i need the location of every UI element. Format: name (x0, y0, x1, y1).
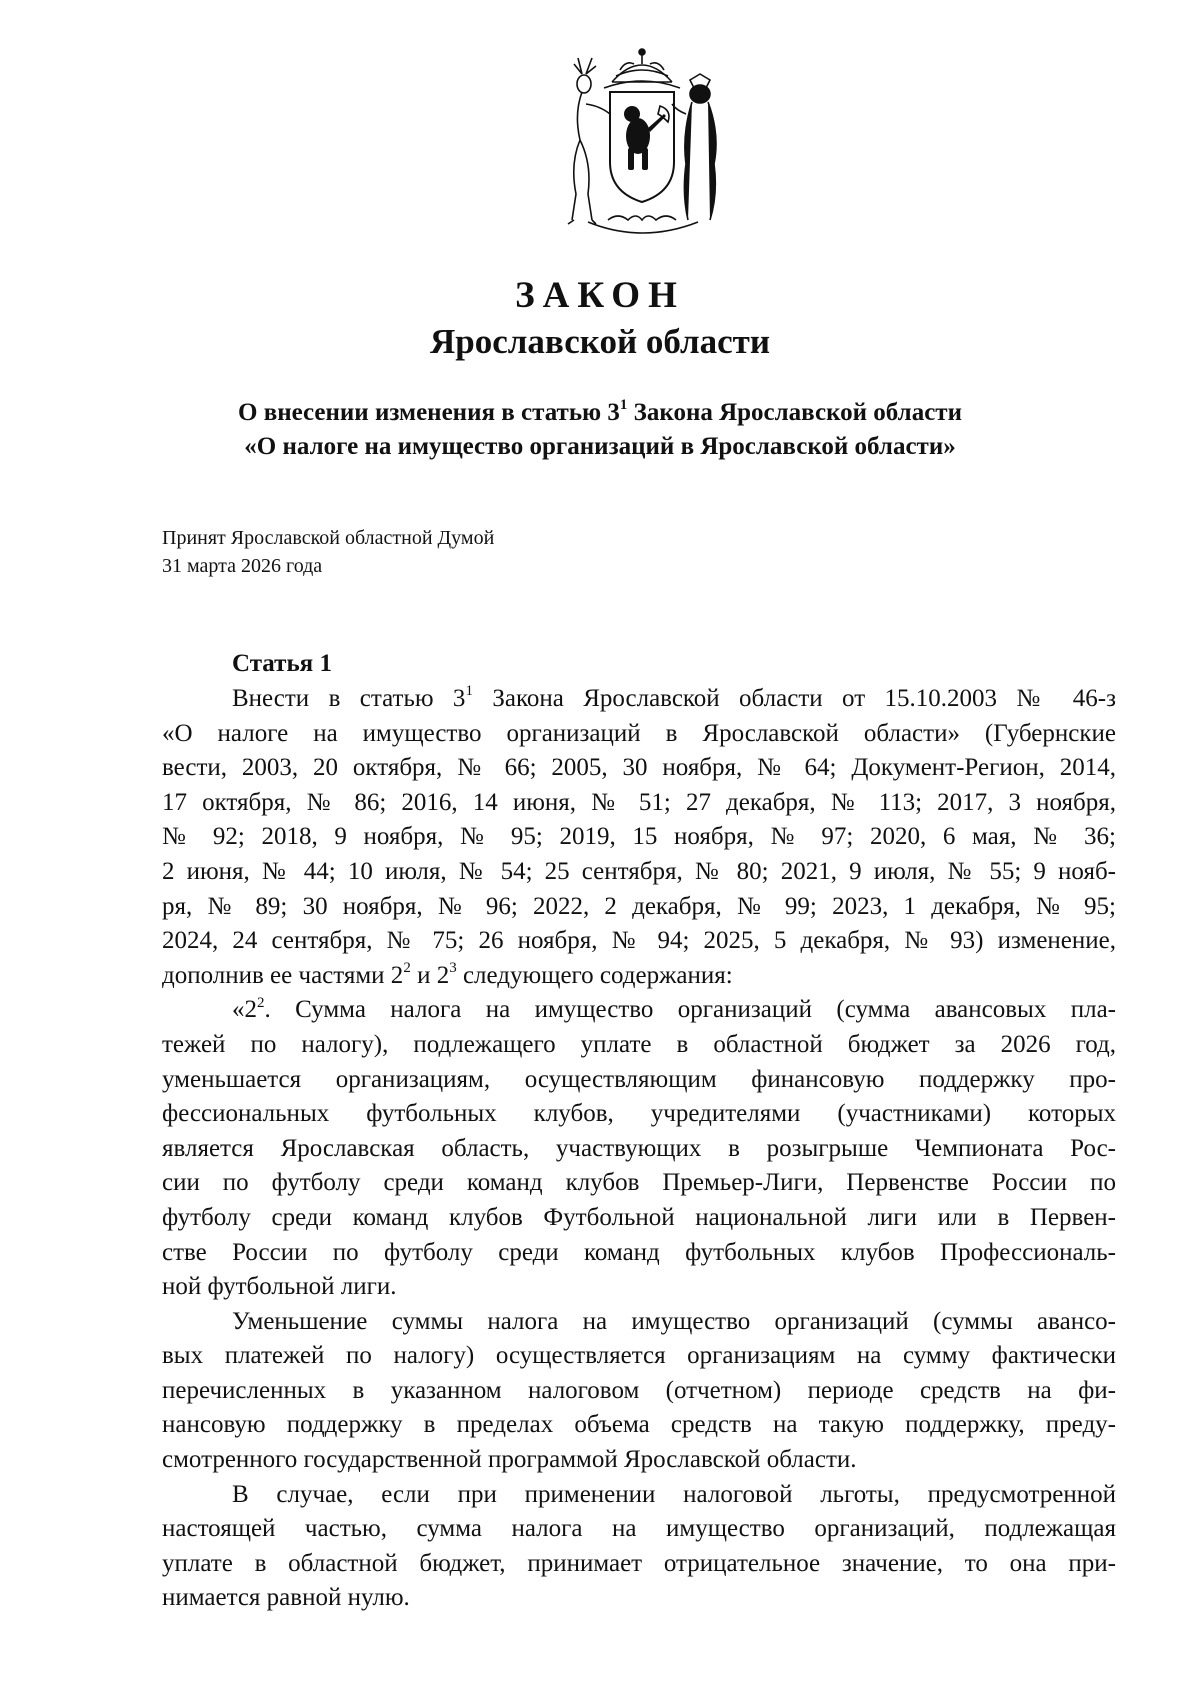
body-line: является Ярославская область, участвующих в розыгрыше Чемпионата Рос- (162, 1134, 1116, 1162)
body-line: вых платежей по налогу) осуществляется организациям на сумму фактически (162, 1342, 1116, 1370)
body-line: нимается равной нулю. (162, 1584, 410, 1612)
body-line: стве России по футболу среди команд футбольных клубов Профессиональ- (162, 1238, 1116, 1266)
body-line: уплате в областной бюджет, принимает отрицательное значение, то она при- (162, 1549, 1116, 1577)
document-type-title: ЗАКОН (515, 275, 685, 316)
body-line: перечисленных в указанном налоговом (отчетном) периоде средств на фи- (162, 1376, 1116, 1404)
article-heading: Статья 1 (232, 650, 332, 677)
body-line: «О налоге на имущество организаций в Ярославской области» (Губернские (162, 719, 1116, 747)
body-line: уменьшается организациям, осуществляющим финансовую поддержку про- (162, 1065, 1116, 1093)
body-line: дополнив ее частями $2^2$ и $2^3$ следующего содержания: (162, 959, 733, 989)
body-line: тежей по налогу), подлежащего уплате в областной бюджет за 2026 год, (162, 1030, 1116, 1058)
body-line: настоящей частью, сумма налога на имущество организаций, подлежащая (162, 1515, 1116, 1543)
subject-text-b: Закона Ярославской области (627, 399, 962, 426)
body-line: 2024, 24 сентября, № 75; 26 ноября, № 94; 2025, 5 декабря, № 93) изменение, (162, 927, 1116, 955)
body-line: ря, № 89; 30 ноября, № 96; 2022, 2 декабря, № 99; 2023, 1 декабря, № 95; (162, 892, 1116, 920)
body-line: 17 октября, № 86; 2016, 14 июня, № 51; 27 декабря, № 113; 2017, 3 ноября, (162, 788, 1116, 816)
body-line: № 92; 2018, 9 ноября, № 95; 2019, 15 ноября, № 97; 2020, 6 мая, № 36; (162, 823, 1116, 851)
body-line: смотренного государственной программой Ярославской области. (162, 1446, 857, 1474)
document-region-title: Ярославской области (429, 322, 771, 361)
subject-line-2: «О налоге на имущество организаций в Ярославской области» (244, 433, 956, 460)
adopted-by: Принят Ярославской областной Думой (162, 527, 495, 549)
subject-superscript: 1 (619, 397, 628, 414)
subject-text-a: О внесении изменения в статью 3 (238, 399, 620, 426)
body-line: 2 июня, № 44; 10 июля, № 54; 25 сентября, № 80; 2021, 9 июля, № 55; 9 нояб- (162, 857, 1116, 885)
law-subject (140, 396, 1060, 464)
body-line: фессиональных футбольных клубов, учредителями (участниками) которых (162, 1100, 1116, 1128)
article-body (162, 682, 1116, 1616)
body-line: Внести в статью $3^1$ Закона Ярославской области от 15.10.2003 № 46-з (232, 683, 1116, 712)
body-line: ной футбольной лиги. (162, 1273, 397, 1301)
body-line: нансовую поддержку в пределах объема средств на такую поддержку, преду- (162, 1411, 1116, 1439)
body-line: В случае, если при применении налоговой льготы, предусмотренной (232, 1480, 1116, 1508)
coat-of-arms-icon (548, 44, 736, 246)
body-line: «$2^2$. Сумма налога на имущество организаций (сумма авансовых пла- (232, 994, 1116, 1024)
adopted-date: 31 марта 2026 года (162, 555, 323, 577)
adoption-info (162, 524, 494, 580)
body-line: сии по футболу среди команд клубов Премьер-Лиги, Первенстве России по (162, 1169, 1116, 1197)
body-line: Уменьшение суммы налога на имущество организаций (суммы авансо- (232, 1307, 1116, 1335)
body-line: вести, 2003, 20 октября, № 66; 2005, 30 ноября, № 64; Документ-Регион, 2014, (162, 754, 1116, 782)
body-line: футболу среди команд клубов Футбольной национальной лиги или в Первен- (162, 1203, 1116, 1231)
